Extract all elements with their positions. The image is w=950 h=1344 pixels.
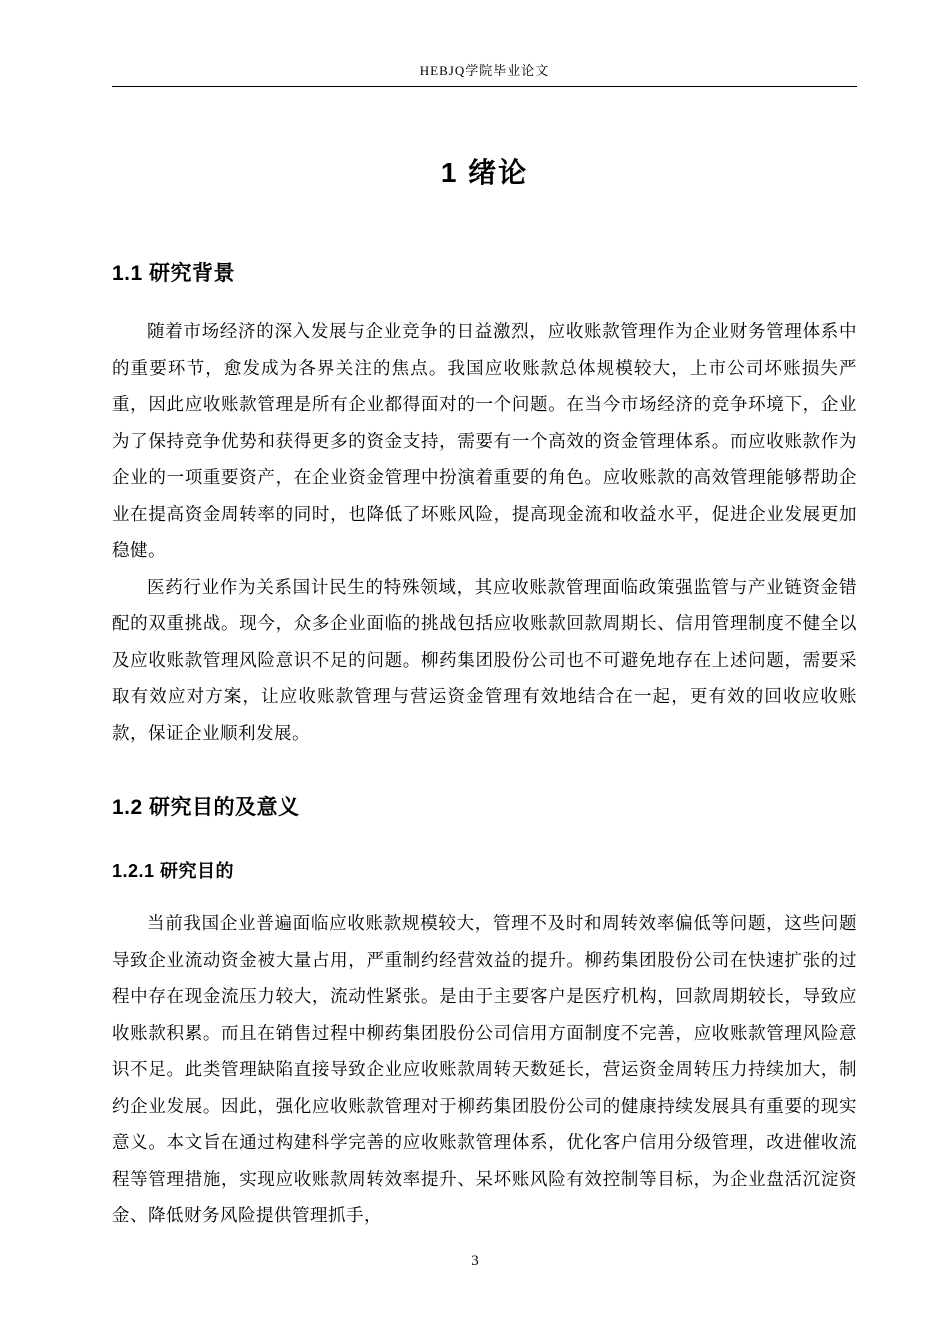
section-heading-1-2: 1.2 研究目的及意义 <box>112 796 300 819</box>
header-text: HEBJQ学院毕业论文 <box>419 63 550 78</box>
section-heading-1-1: 1.1 研究背景 <box>112 262 236 285</box>
page-number: 3 <box>471 1253 479 1269</box>
page-footer <box>0 1253 950 1270</box>
paragraph-background-1: 随着市场经济的深入发展与企业竞争的日益激烈，应收账款管理作为企业财务管理体系中的重要环节，愈发成为各界关注的焦点。我国应收账款总体规模较大，上市公司坏账损失严重，因此应收账款管理是所有企业都得面对的一个问题。在当今市场经济的竞争环境下，企业为了保持竞争优势和获得更多的资金支持，需要有一个高效的资金管理体系。而应收账款作为企业的一项重要资产，在企业资金管理中扮演着重要的角色。应收账款的高效管理能够帮助企业在提高资金周转率的同时，也降低了坏账风险，提高现金流和收益水平，促进企业发展更加稳健。 <box>112 321 857 560</box>
paragraph-purpose-1: 当前我国企业普遍面临应收账款规模较大，管理不及时和周转效率偏低等问题，这些问题导致企业流动资金被大量占用，严重制约经营效益的提升。柳药集团股份公司在快速扩张的过程中存在现金流压力较大，流动性紧张。是由于主要客户是医疗机构，回款周期较长，导致应收账款积累。而且在销售过程中柳药集团股份公司信用方面制度不完善，应收账款管理风险意识不足。此类管理缺陷直接导致企业应收账款周转天数延长，营运资金周转压力持续加大，制约企业发展。因此，强化应收账款管理对于柳药集团股份公司的健康持续发展具有重要的现实意义。本文旨在通过构建科学完善的应收账款管理体系，优化客户信用分级管理，改进催收流程等管理措施，实现应收账款周转效率提升、呆坏账风险有效控制等目标，为企业盘活沉淀资金、降低财务风险提供管理抓手， <box>112 913 857 1225</box>
paragraph-background-2: 医药行业作为关系国计民生的特殊领域，其应收账款管理面临政策强监管与产业链资金错配的双重挑战。现今，众多企业面临的挑战包括应收账款回款周期长、信用管理制度不健全以及应收账款管理风险意识不足的问题。柳药集团股份公司也不可避免地存在上述问题，需要采取有效应对方案，让应收账款管理与营运资金管理有效地结合在一起，更有效的回收应收账款，保证企业顺利发展。 <box>112 576 857 743</box>
chapter-title: 1 绪论 <box>440 157 529 188</box>
subsection-heading-1-2-1: 1.2.1 研究目的 <box>112 861 235 881</box>
page-header <box>112 60 857 87</box>
